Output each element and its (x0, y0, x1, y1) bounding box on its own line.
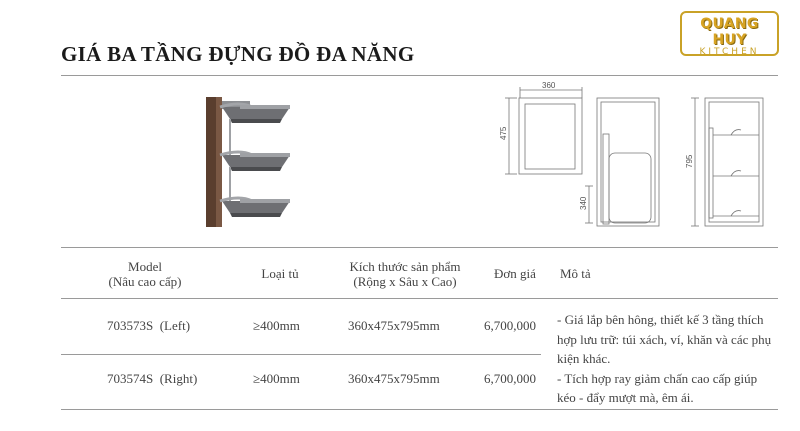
header-description: Mô tả (560, 266, 591, 281)
row1-size: 360x475x795mm (348, 318, 440, 333)
header-model-line2: (Nâu cao cấp) (108, 274, 182, 289)
row2-price: 6,700,000 (484, 371, 536, 386)
dim-drawer-label: 340 (579, 196, 588, 210)
product-description (557, 310, 772, 408)
header-size (340, 259, 470, 289)
header-cabinet: Loại tủ (261, 266, 299, 281)
title-divider (61, 75, 778, 76)
product-image (200, 93, 295, 233)
row1-model: 703573S (Left) (107, 318, 191, 333)
row1-price: 6,700,000 (484, 318, 536, 333)
table-bottom-divider (61, 409, 778, 410)
page-title: GIÁ BA TẦNG ĐỰNG ĐỒ ĐA NĂNG (61, 42, 415, 66)
header-size-line2: (Rộng x Sâu x Cao) (353, 274, 457, 289)
dim-depth-label: 475 (499, 126, 508, 140)
row-divider (61, 354, 541, 355)
row2-size: 360x475x795mm (348, 371, 440, 386)
technical-drawings (495, 78, 775, 238)
description-line1: - Giá lắp bên hông, thiết kế 3 tầng thích hợp lưu trữ: túi xách, ví, khăn và các phụ kiện khác. (557, 312, 772, 366)
header-model (95, 259, 195, 289)
header-model-line1: Model (128, 259, 162, 274)
row2-model: 703574S (Right) (107, 371, 198, 386)
table-header-divider (61, 298, 778, 299)
table-top-divider (61, 247, 778, 248)
brand-logo (680, 11, 779, 56)
logo-line1: QUANG HUY (700, 16, 759, 48)
row1-cabinet: ≥400mm (253, 318, 300, 333)
row2-cabinet: ≥400mm (253, 371, 300, 386)
description-line2: - Tích hợp ray giảm chấn cao cấp giúp kéo - đẩy mượt mà, êm ái. (557, 370, 758, 405)
header-price: Đơn giá (494, 266, 536, 281)
dim-height-label: 795 (685, 154, 694, 168)
header-size-line1: Kích thước sản phẩm (349, 259, 461, 274)
logo-line2: KITCHEN (699, 47, 760, 57)
dim-width-label: 360 (542, 81, 556, 90)
